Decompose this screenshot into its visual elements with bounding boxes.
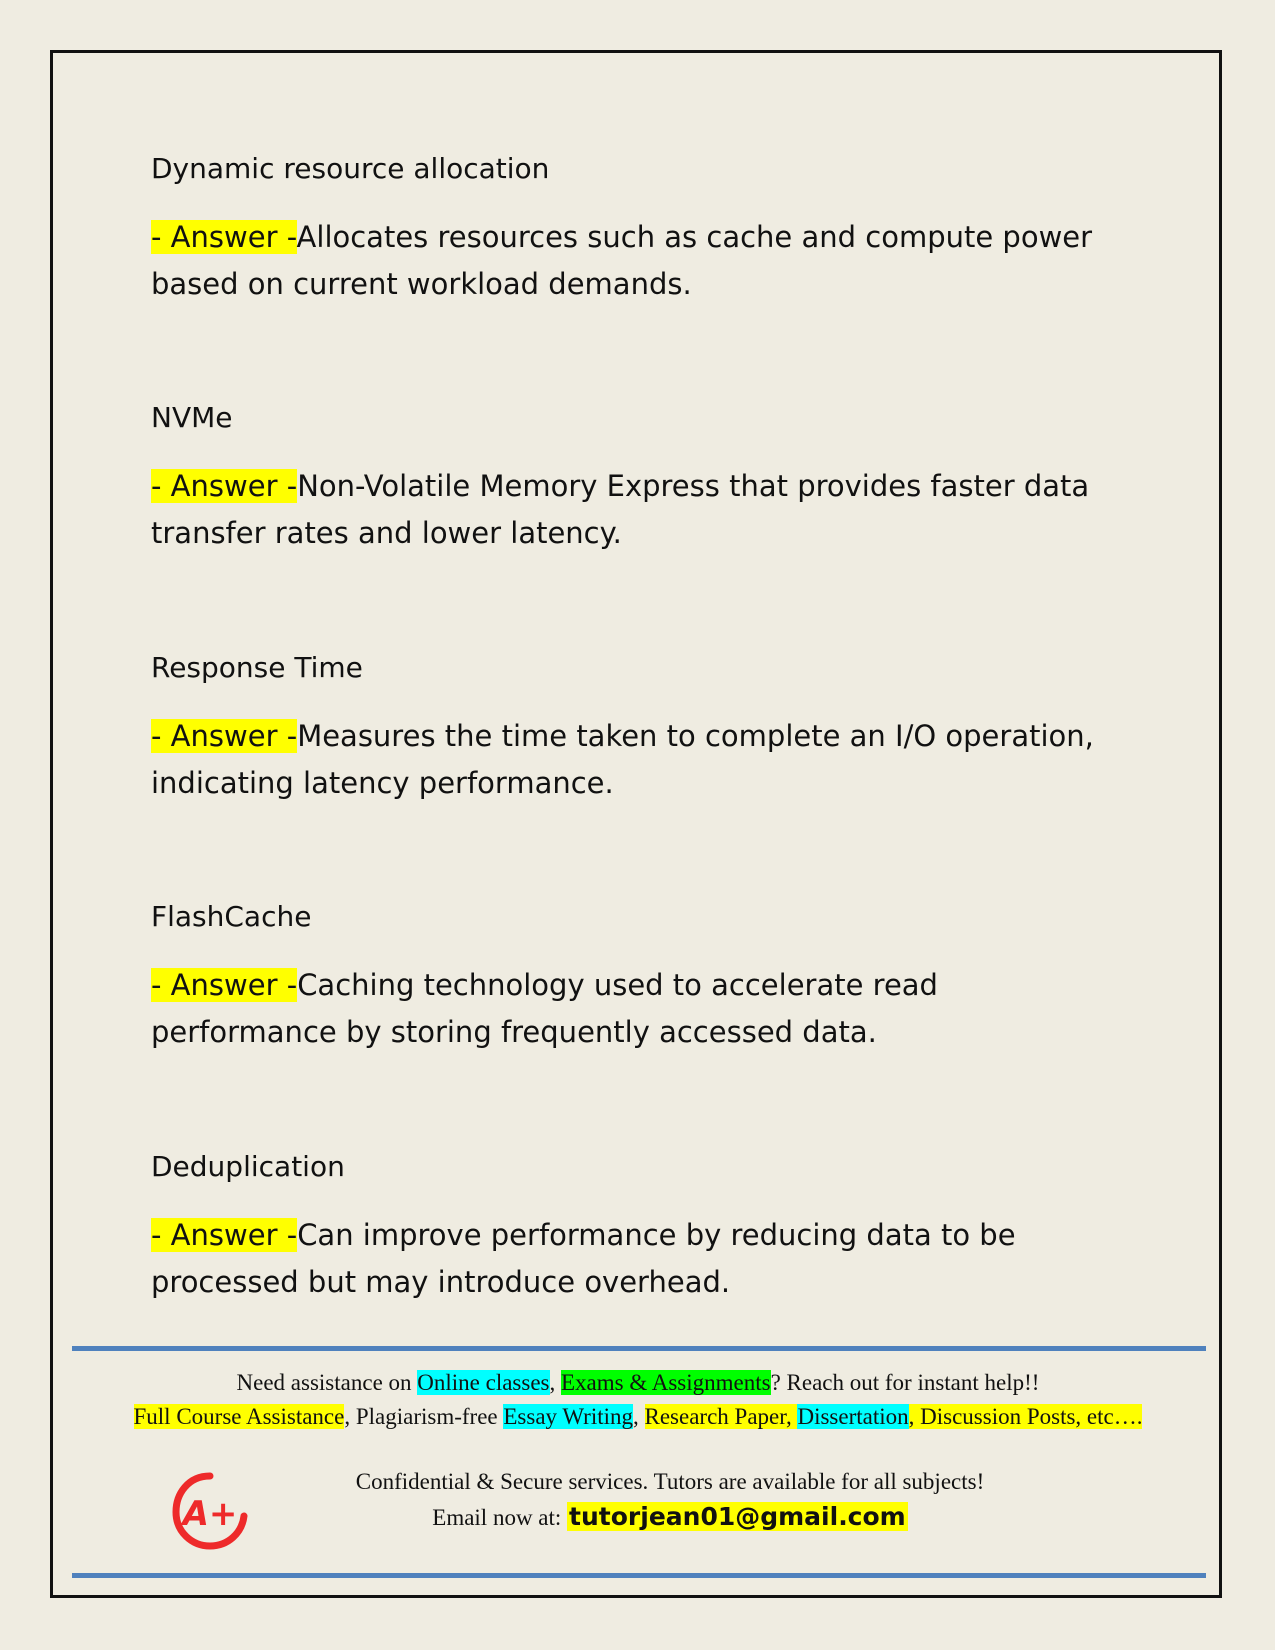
qa-entry-1 xyxy=(151,152,1131,308)
footer-bottom-rule xyxy=(72,1573,1206,1578)
answer-tag: - Answer - xyxy=(151,220,297,254)
qa-entry-4 xyxy=(151,900,1131,1056)
logo-text: A+ xyxy=(182,1494,238,1534)
answer-text xyxy=(151,713,1131,807)
term-title: NVMe xyxy=(151,401,233,434)
term-title: Deduplication xyxy=(151,1150,345,1183)
footer-line-offerings xyxy=(70,1402,1206,1432)
qa-entry-5 xyxy=(151,1150,1131,1306)
dissertation-highlight: Dissertation xyxy=(797,1404,909,1429)
footer-text: , xyxy=(633,1404,645,1429)
essay-highlight: Essay Writing xyxy=(503,1404,633,1429)
term-title: Dynamic resource allocation xyxy=(151,152,550,185)
footer-line-services xyxy=(70,1368,1206,1398)
answer-tag: - Answer - xyxy=(151,968,298,1002)
footer-text: , xyxy=(549,1370,561,1395)
email-link[interactable]: tutorjean01@gmail.com xyxy=(569,1502,906,1531)
qa-entry-2 xyxy=(151,401,1131,557)
answer-text xyxy=(151,1212,1131,1306)
full-course-highlight: Full Course Assistance xyxy=(133,1404,345,1429)
answer-text xyxy=(151,214,1131,308)
footer-text: , Plagiarism-free xyxy=(344,1404,504,1429)
email-prefix: Email now at: xyxy=(432,1505,568,1530)
answer-tag: - Answer - xyxy=(151,469,298,503)
answer-tag: - Answer - xyxy=(151,719,298,753)
qa-entry-3 xyxy=(151,651,1131,807)
term-title: Response Time xyxy=(151,651,363,684)
answer-body: Allocates resources such as cache and compute power based on current workload demands. xyxy=(151,220,1093,301)
answer-text xyxy=(151,463,1131,557)
answer-body: Caching technology used to accelerate read performance by storing frequently accessed data. xyxy=(151,968,938,1049)
research-highlight: Research Paper, xyxy=(644,1404,798,1429)
online-classes-highlight: Online classes xyxy=(417,1370,550,1395)
answer-body: Measures the time taken to complete an I/O operation, indicating latency performance. xyxy=(151,719,1094,800)
answer-body: Non-Volatile Memory Express that provides faster data transfer rates and lower latency. xyxy=(151,469,1090,550)
answer-text xyxy=(151,962,1131,1056)
term-title: FlashCache xyxy=(151,900,312,933)
footer-text: ? Reach out for instant help!! xyxy=(770,1370,1040,1395)
footer-top-rule xyxy=(72,1346,1206,1351)
discussion-highlight: , Discussion Posts, etc…. xyxy=(908,1404,1143,1429)
footer-text: Need assistance on xyxy=(236,1370,418,1395)
exams-highlight: Exams & Assignments xyxy=(561,1370,771,1395)
answer-body: Can improve performance by reducing data to be processed but may introduce overhead. xyxy=(151,1218,1016,1299)
footer-line-confidential: Confidential & Secure services. Tutors are available for all subjects! xyxy=(355,1469,985,1494)
footer-line-email xyxy=(170,1502,1170,1533)
answer-tag: - Answer - xyxy=(151,1218,298,1252)
